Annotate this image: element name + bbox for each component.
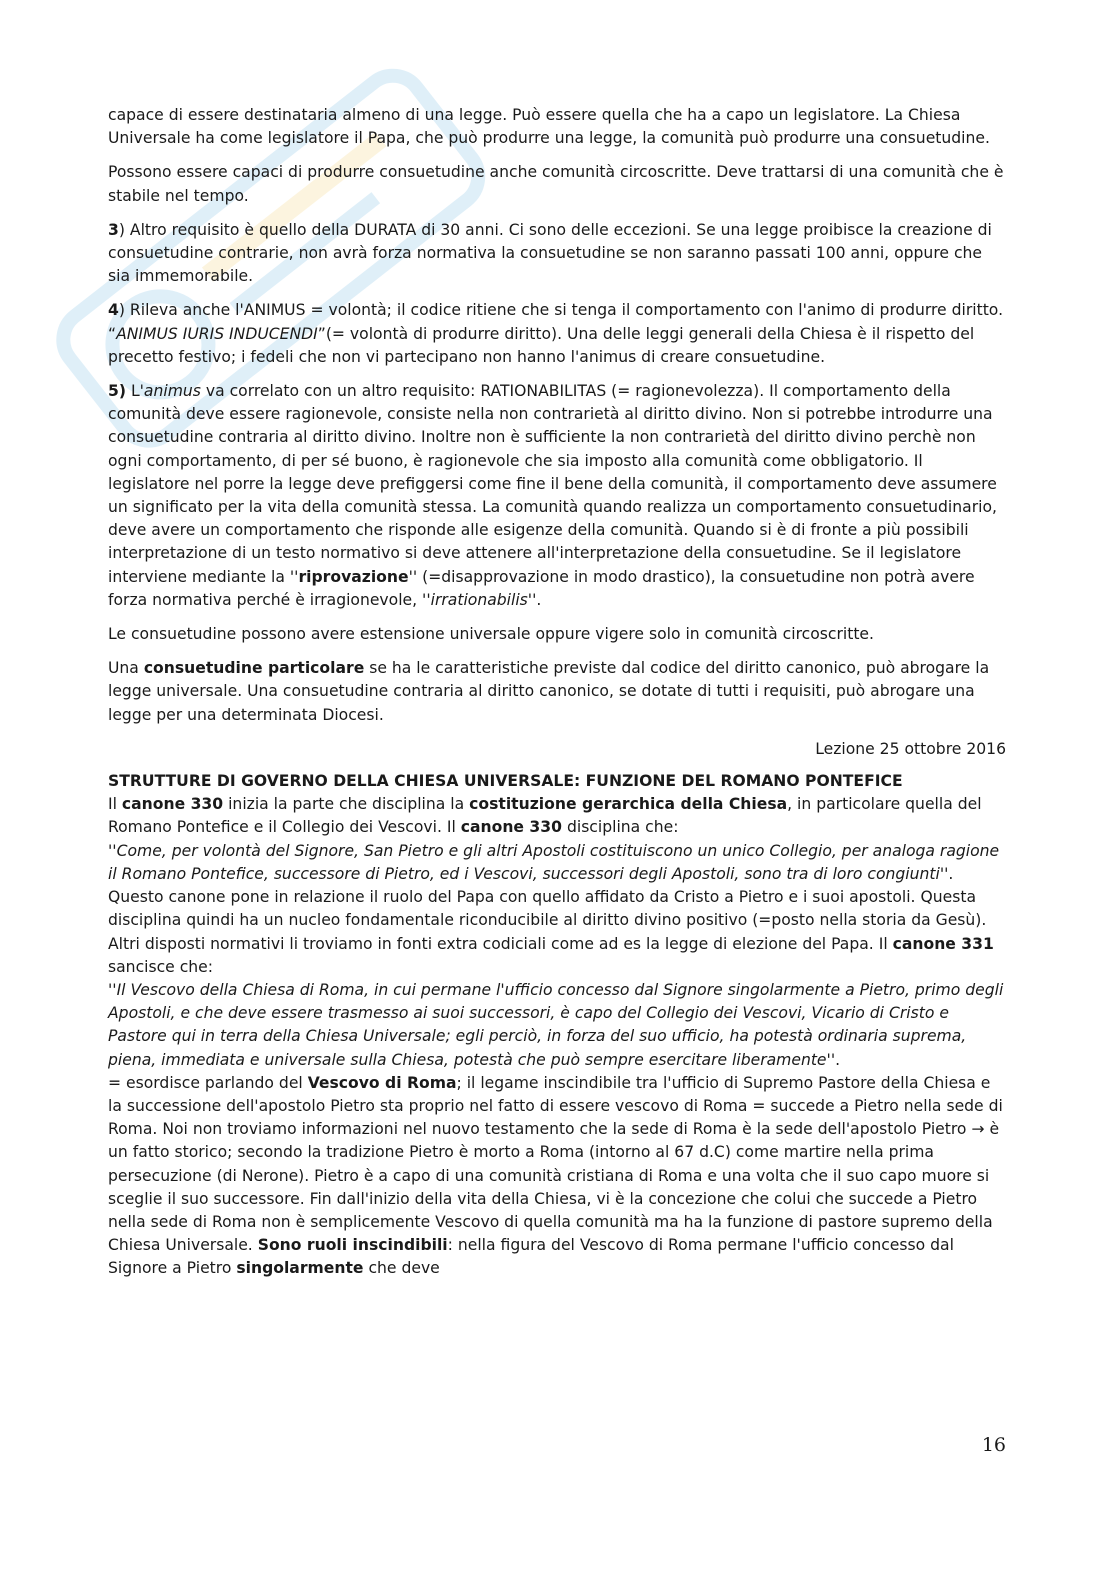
- document-body: [108, 104, 1006, 1281]
- paragraph-2: Possono essere capaci di produrre consuetudine anche comunità circoscritte. Deve trattarsi di una comunità che è stabile nel tempo.: [108, 163, 1004, 205]
- paragraph-7: Una consuetudine particolare se ha le caratteristiche previste dal codice del diritto canonico, può abrogare la legge universale. Una consuetudine contraria al diritto canonico, se dotate di tutti i requisiti, può abrogare una legge per una determinata Diocesi.: [108, 659, 990, 724]
- paragraph-4: 4) Rileva anche l'ANIMUS = volontà; il codice ritiene che si tenga il comportamento con l'animo di produrre diritto. “ANIMUS IURIS INDUCENDI”(= volontà di produrre diritto). Una delle leggi generali della Chiesa è il rispetto del precetto festivo; i fedeli che non vi partecipano non hanno l'animus di creare consuetudine.: [108, 301, 1004, 366]
- paragraph-3: 3) Altro requisito è quello della DURATA di 30 anni. Ci sono delle eccezioni. Se una legge proibisce la creazione di consuetudine contrarie, non avrà forza normativa la consuetudine se non saranno passati 100 anni, oppure che sia immemorabile.: [108, 220, 992, 286]
- canon-331-quote: ''Il Vescovo della Chiesa di Roma, in cui permane l'ufficio concesso dal Signore singolarmente a Pietro, primo degli Apostoli, e che deve essere trasmesso ai suoi successori, è capo del Collegio dei Vescovi, Vicario di Cristo e Pastore qui in terra della Chiesa Universale; egli perciò, in forza del suo ufficio, ha potestà ordinaria suprema, piena, immediata e universale sulla Chiesa, potestà che può sempre esercitare liberamente''.: [108, 980, 1004, 1069]
- page-number: 16: [981, 1434, 1006, 1456]
- lecture-date: Lezione 25 ottobre 2016: [815, 739, 1006, 758]
- section-heading: STRUTTURE DI GOVERNO DELLA CHIESA UNIVERSALE: FUNZIONE DEL ROMANO PONTEFICE: [108, 772, 903, 791]
- section-paragraph-3: = esordisce parlando del Vescovo di Roma; il legame inscindibile tra l'ufficio di Supremo Pastore della Chiesa e la successione dell'apostolo Pietro sta proprio nel fatto di essere vescovo di Roma = succede a Pietro nella sede di Roma. Noi non troviamo informazioni nel nuovo testamento che la sede di Roma è la sede dell'apostolo Pietro → è un fatto storico; secondo la tradizione Pietro è morto a Roma (intorno al 67 d.C) come martire nella prima persecuzione (di Nerone). Pietro è a capo di una comunità cristiana di Roma e una volta che il suo capo muore si sceglie il suo successore. Fin dall'inizio della vita della Chiesa, vi è la concezione che colui che succede a Pietro nella sede di Roma non è semplicemente Vescovo di quella comunità ma ha la funzione di pastore supremo della Chiesa Universale. Sono ruoli inscindibili: nella figura del Vescovo di Roma permane l'ufficio concesso dal Signore a Pietro singolarmente che deve: [108, 1073, 1003, 1278]
- section-paragraph-1: Il canone 330 inizia la parte che disciplina la costituzione gerarchica della Chiesa, in particolare quella del Romano Pontefice e il Collegio dei Vescovi. Il canone 330 disciplina che:: [108, 795, 982, 837]
- paragraph-6: Le consuetudine possono avere estensione universale oppure vigere solo in comunità circoscritte.: [108, 625, 874, 644]
- paragraph-5: 5) L'animus va correlato con un altro requisito: RATIONABILITAS (= ragionevolezza). Il comportamento della comunità deve essere ragionevole, consiste nella non contrarietà al diritto divino. Non si potrebbe introdurre una consuetudine contraria al diritto divino. Inoltre non è sufficiente la non contrarietà del diritto divino perchè non ogni comportamento, di per sé buono, è ragionevole che sia imposto alla comunità come obbligatorio. Il legislatore nel porre la legge deve prefiggersi come fine il bene della comunità, il comportamento deve assumere un significato per la vita della comunità stessa. La comunità quando realizza un comportamento consuetudinario, deve avere un comportamento che risponde alle esigenze della comunità. Quando si è di fronte a più possibili interpretazione di un testo normativo si deve attenere all'interpretazione della consuetudine. Se il legislatore interviene mediante la ''riprovazione'' (=disapprovazione in modo drastico), la consuetudine non potrà avere forza normativa perché è irragionevole, ''irrationabilis''.: [108, 382, 997, 609]
- canon-330-quote: ''Come, per volontà del Signore, San Pietro e gli altri Apostoli costituiscono un unico Collegio, per analoga ragione il Romano Pontefice, successore di Pietro, ed i Vescovi, successori degli Apostoli, sono tra di loro congiunti''.: [108, 841, 1000, 883]
- section-paragraph-2: Questo canone pone in relazione il ruolo del Papa con quello affidato da Cristo a Pietro e i suoi apostoli. Questa disciplina quindi ha un nucleo fondamentale riconducibile al diritto divino positivo (=posto nella storia da Gesù). Altri disposti normativi li troviamo in fonti extra codiciali come ad es la legge di elezione del Papa. Il canone 331 sancisce che:: [108, 888, 994, 976]
- paragraph-1: capace di essere destinataria almeno di una legge. Può essere quella che ha a capo un legislatore. La Chiesa Universale ha come legislatore il Papa, che può produrre una legge, la comunità può produrre una consuetudine.: [108, 106, 990, 148]
